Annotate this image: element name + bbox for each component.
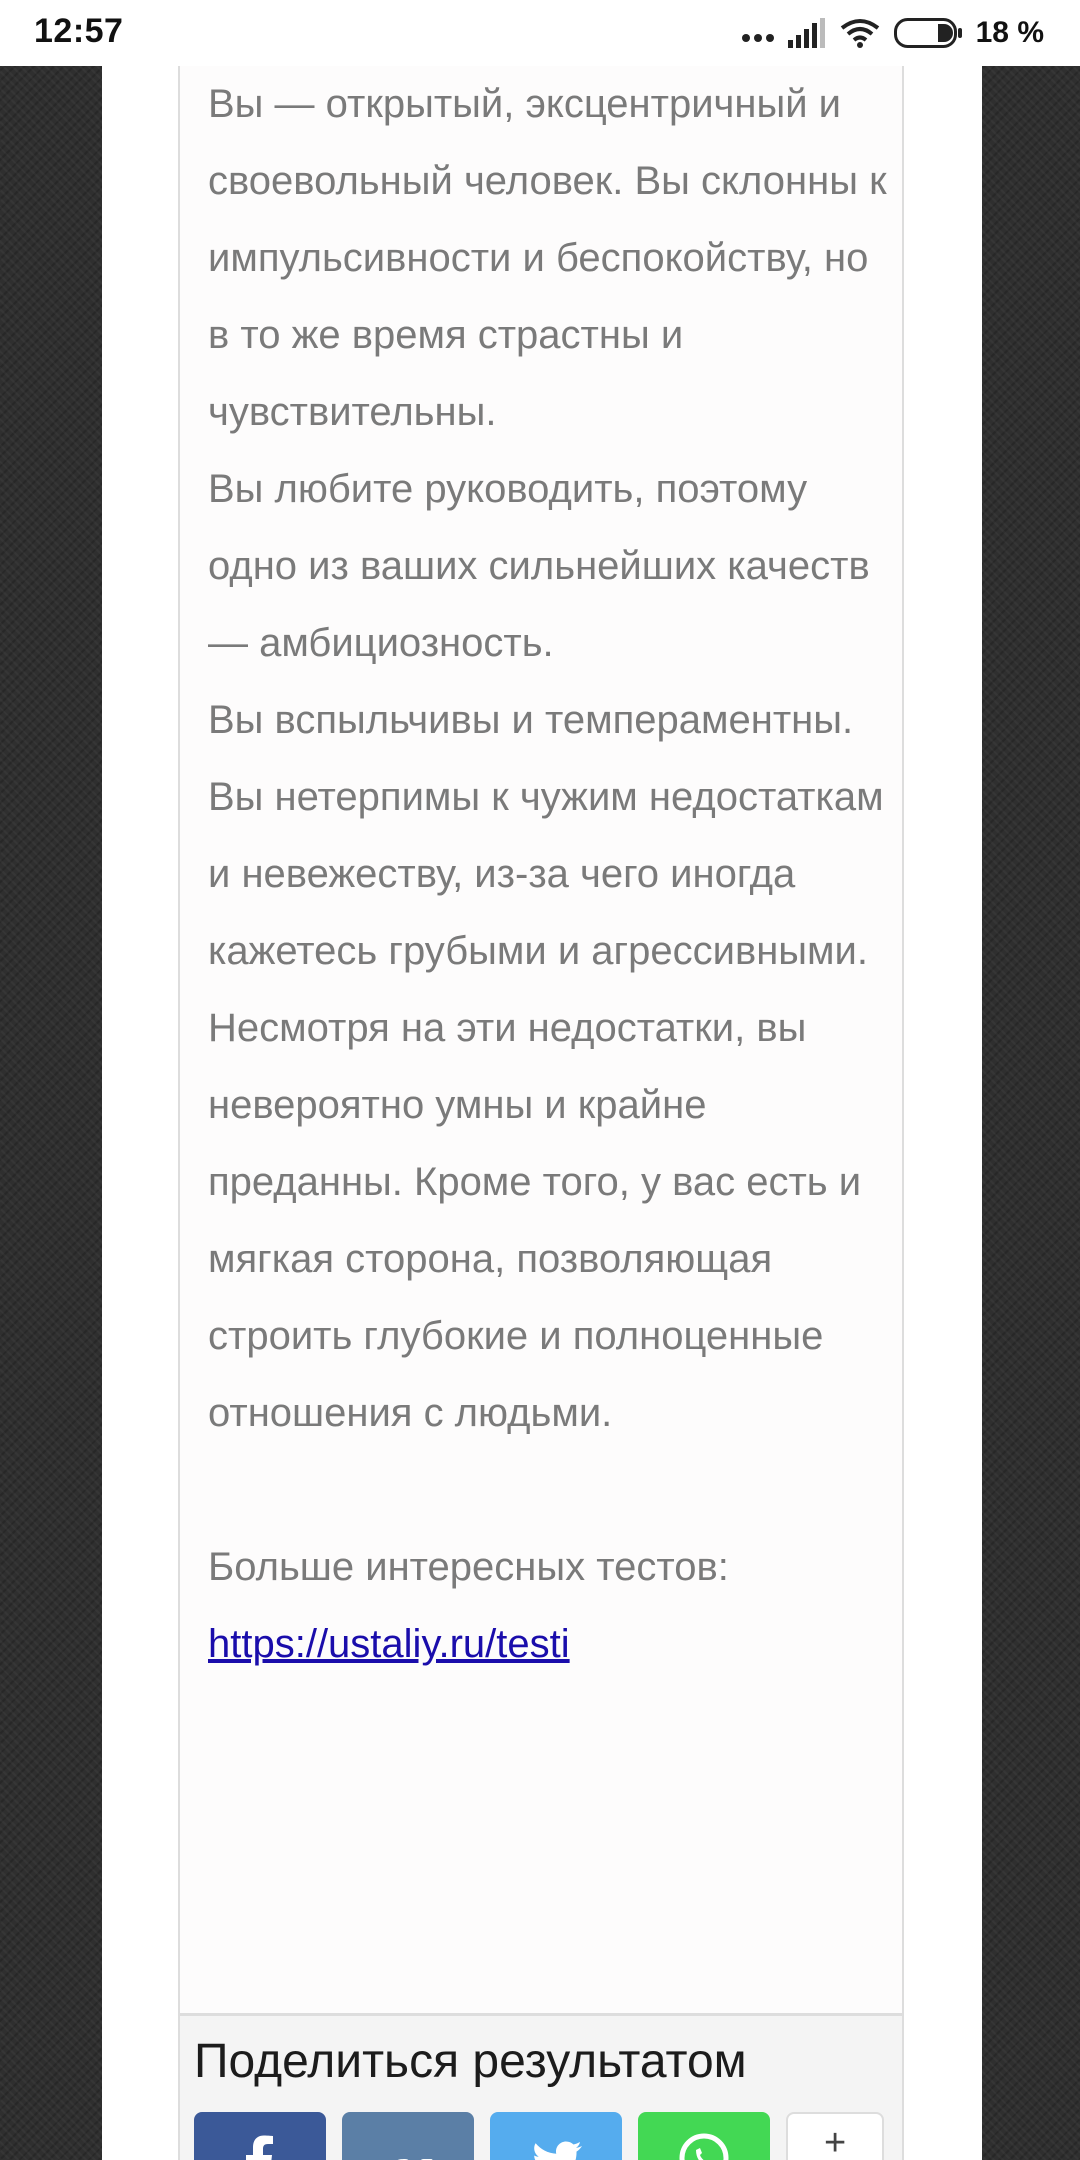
- battery-percent: 18 %: [975, 16, 1044, 49]
- status-bar: [0, 0, 1080, 66]
- more-tests-label: Больше интересных тестов:: [208, 1545, 729, 1589]
- plus-icon: +: [824, 2122, 847, 2160]
- whatsapp-icon: [674, 2128, 734, 2160]
- spacer: [208, 1452, 888, 1529]
- result-description: [208, 66, 888, 1683]
- share-more-button[interactable]: [786, 2112, 884, 2160]
- share-facebook-button[interactable]: [194, 2112, 326, 2160]
- status-icons: [742, 12, 1044, 54]
- result-paragraph: Вы любите руководить, поэтому одно из ваших сильнейших качеств — амбициозность.: [208, 467, 870, 665]
- result-paragraph: Вы — открытый, эксцентричный и своевольный человек. Вы склонны к импульсивности и беспокойству, но в то же время страстны и чувствительны.: [208, 82, 887, 434]
- more-tests-link[interactable]: https://ustaliy.ru/testi: [208, 1622, 570, 1666]
- status-time: 12:57: [34, 12, 124, 50]
- battery-icon: [894, 18, 962, 48]
- signal-icon: [788, 18, 826, 48]
- share-vk-button[interactable]: [342, 2112, 474, 2160]
- facebook-icon: [230, 2128, 290, 2160]
- result-card: [178, 66, 904, 2016]
- share-title: Поделиться результатом: [194, 2035, 747, 2088]
- dots-icon: [742, 34, 774, 42]
- share-section: [178, 2016, 904, 2160]
- wifi-icon: [840, 18, 880, 48]
- share-whatsapp-button[interactable]: [638, 2112, 770, 2160]
- twitter-icon: [526, 2128, 586, 2160]
- result-paragraph: Несмотря на эти недостатки, вы невероятно умны и крайне преданны. Кроме того, у вас есть и мягкая сторона, позволяющая строить глубокие и полноценные отношения с людьми.: [208, 1006, 862, 1435]
- share-twitter-button[interactable]: [490, 2112, 622, 2160]
- page-content: [102, 66, 982, 2160]
- result-paragraph: Вы вспыльчивы и темпераментны. Вы нетерпимы к чужим недостаткам и невежеству, из-за чего иногда кажетесь грубыми и агрессивными.: [208, 698, 884, 973]
- vk-icon: [378, 2128, 438, 2160]
- share-buttons: [194, 2112, 884, 2160]
